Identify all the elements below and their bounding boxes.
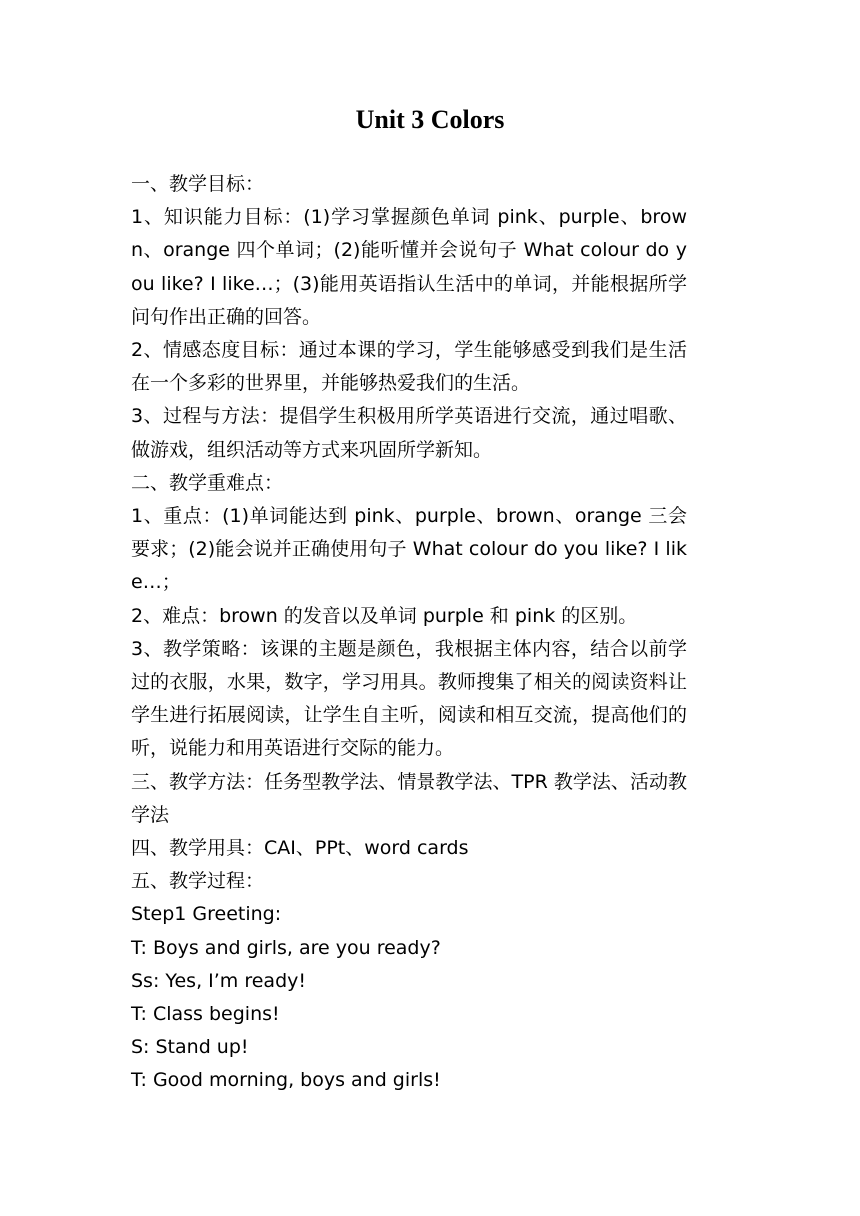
paragraph-teaching-strategy: 3、教学策略：该课的主题是颜色，我根据主体内容，结合以前学过的衣服，水果，数字，学习用具。教师搜集了相关的阅读资料让学生进行拓展阅读，让学生自主听，阅读和相互交流，提高他们的听，说能力和用英语进行交际的能力。 — [131, 637, 687, 760]
section-heading-key-points: 二、教学重难点： — [131, 471, 284, 494]
paragraph-emotion-goal: 2、情感态度目标：通过本课的学习，学生能够感受到我们是生活在一个多彩的世界里，并能够热爱我们的生活。 — [131, 339, 687, 395]
dialogue-line: Ss: Yes, I’m ready! — [131, 969, 306, 992]
section-heading-objectives: 一、教学目标： — [131, 173, 265, 195]
paragraph-difficulty: 2、难点：brown 的发音以及单词 purple 和 pink 的区别。 — [131, 604, 638, 627]
paragraph-knowledge-goal: 1、知识能力目标：(1)学习掌握颜色单词 pink、purple、brown、orange 四个单词；(2)能听懂并会说句子 What colour do you like? I like…；(3)能用英语指认生活中的单词，并能根据所学问句作出正确的回答。 — [131, 206, 687, 328]
paragraph-process-method: 3、过程与方法：提倡学生积极用所学英语进行交流，通过唱歌、做游戏，组织活动等方式来巩固所学新知。 — [131, 405, 687, 461]
document-body — [131, 168, 687, 1098]
dialogue-line: S: Stand up! — [131, 1036, 249, 1059]
document-title: Unit 3 Colors — [355, 105, 505, 134]
step-heading: Step1 Greeting: — [131, 903, 282, 926]
paragraph-key-point: 1、重点：(1)单词能达到 pink、purple、brown、orange 三会要求；(2)能会说并正确使用句子 What colour do you like? I like…； — [131, 505, 687, 594]
section-heading-teaching-aids: 四、教学用具：CAI、PPt、word cards — [131, 837, 469, 860]
dialogue-line: T: Boys and girls, are you ready? — [131, 936, 441, 959]
section-heading-teaching-process: 五、教学过程： — [131, 870, 265, 893]
dialogue-line: T: Good morning, boys and girls! — [131, 1069, 441, 1092]
dialogue-line: T: Class begins! — [131, 1003, 280, 1026]
section-heading-teaching-methods: 三、教学方法：任务型教学法、情景教学法、TPR 教学法、活动教学法 — [131, 770, 687, 826]
